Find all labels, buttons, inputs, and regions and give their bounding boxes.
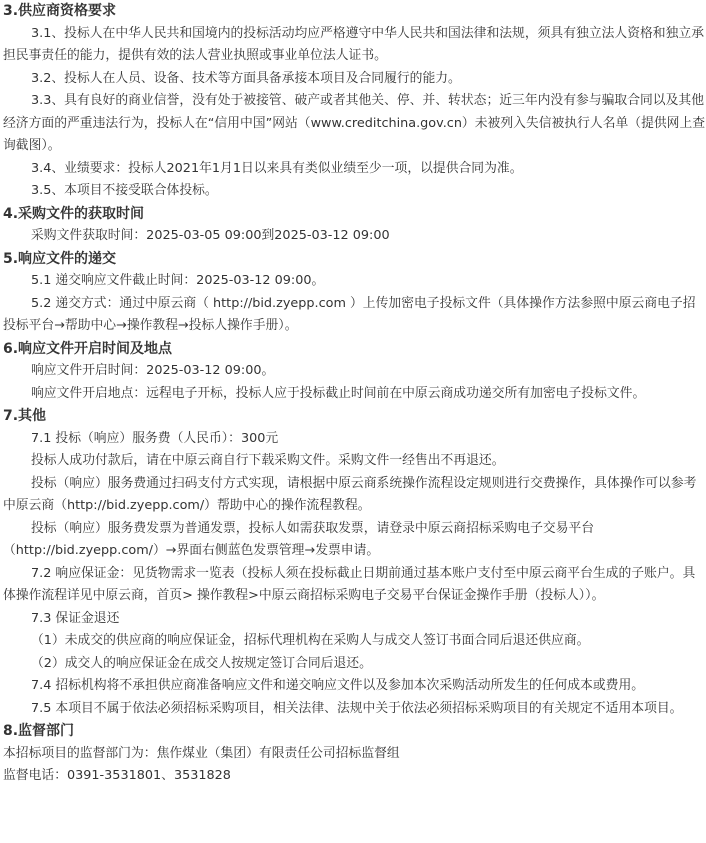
section-4-title: 4.采购文件的获取时间 <box>3 205 145 222</box>
section-7-2: 7.2 响应保证金：见货物需求一览表（投标人须在投标截止日期前通过基本账户支付至中原云商平台生成的子账户。具体操作流程详见中原云商，首页> 操作教程>中原云商招标采购电子交易平台保证金操作手册（投标人））。 <box>3 565 696 603</box>
section-5-title: 5.响应文件的递交 <box>3 250 117 267</box>
section-7-1: 7.1 投标（响应）服务费（人民币）：300元 <box>31 430 279 446</box>
section-3-4: 3.4、业绩要求：投标人2021年1月1日以来具有类似业绩至少一项，以提供合同为准。 <box>31 160 523 176</box>
section-7-5: 7.5 本项目不属于依法必须招标采购项目，相关法律、法规中关于依法必须招标采购项目的有关规定不适用本项目。 <box>31 700 683 716</box>
section-8-phone: 监督电话：0391-3531801、3531828 <box>3 768 231 783</box>
section-3-2: 3.2、投标人在人员、设备、技术等方面具备承接本项目及合同履行的能力。 <box>31 70 461 86</box>
section-5-1: 5.1 递交响应文件截止时间：2025-03-12 09:00。 <box>31 273 325 288</box>
section-7-1-payment: 投标（响应）服务费通过扫码支付方式实现，请根据中原云商系统操作流程设定规则进行交费操作，具体操作可以参考中原云商（http://bid.zyepp.com/）帮助中心的操作流程教程。 <box>3 475 697 513</box>
section-3-1: 3.1、投标人在中华人民共和国境内的投标活动均应严格遵守中华人民共和国法律和法规，须具有独立法人资格和独立承担民事责任的能力，提供有效的法人营业执照或事业单位法人证书。 <box>3 25 704 63</box>
section-8-department: 本招标项目的监督部门为：焦作煤业（集团）有限责任公司招标监督组 <box>3 745 400 761</box>
section-8-title: 8.监督部门 <box>3 723 75 739</box>
section-3-title: 3.供应商资格要求 <box>3 3 117 19</box>
section-3-3: 3.3、具有良好的商业信誉，没有处于被接管、破产或者其他关、停、并、转状态；近三年内没有参与骗取合同以及其他经济方面的严重违法行为，投标人在“信用中国”网站（www.creditchina.gov.cn）未被列入失信被执行人名单（提供网上查询截图）。 <box>3 93 706 153</box>
section-7-1-invoice: 投标（响应）服务费发票为普通发票，投标人如需获取发票，请登录中原云商招标采购电子交易平台（http://bid.zyepp.com/）→界面右侧蓝色发票管理→发票申请。 <box>3 520 595 558</box>
section-7-title: 7.其他 <box>3 408 47 424</box>
section-6-open-place: 响应文件开启地点：远程电子开标，投标人应于投标截止时间前在中原云商成功递交所有加密电子投标文件。 <box>31 385 646 401</box>
section-6-open-time: 响应文件开启时间：2025-03-12 09:00。 <box>31 363 275 378</box>
section-7-3: 7.3 保证金退还 <box>31 610 120 626</box>
section-5-2: 5.2 递交方式：通过中原云商（ http://bid.zyepp.com ）上传加密电子投标文件（具体操作方法参照中原云商电子招投标平台→帮助中心→操作教程→投标人操作手册）。 <box>3 295 696 333</box>
section-3-5: 3.5、本项目不接受联合体投标。 <box>31 183 218 198</box>
section-6-title: 6.响应文件开启时间及地点 <box>3 340 173 357</box>
section-7-3-1: （1）未成交的供应商的响应保证金，招标代理机构在采购人与成交人签订书面合同后退还供应商。 <box>31 633 590 648</box>
section-4-body: 采购文件获取时间：2025-03-05 09:00到2025-03-12 09:00 <box>31 228 390 243</box>
section-7-1-download: 投标人成功付款后，请在中原云商自行下载采购文件。采购文件一经售出不再退还。 <box>31 453 505 468</box>
section-7-4: 7.4 招标机构将不承担供应商准备响应文件和递交响应文件以及参加本次采购活动所发生的任何成本或费用。 <box>31 678 645 693</box>
section-7-3-2: （2）成交人的响应保证金在成交人按规定签订合同后退还。 <box>31 655 372 671</box>
